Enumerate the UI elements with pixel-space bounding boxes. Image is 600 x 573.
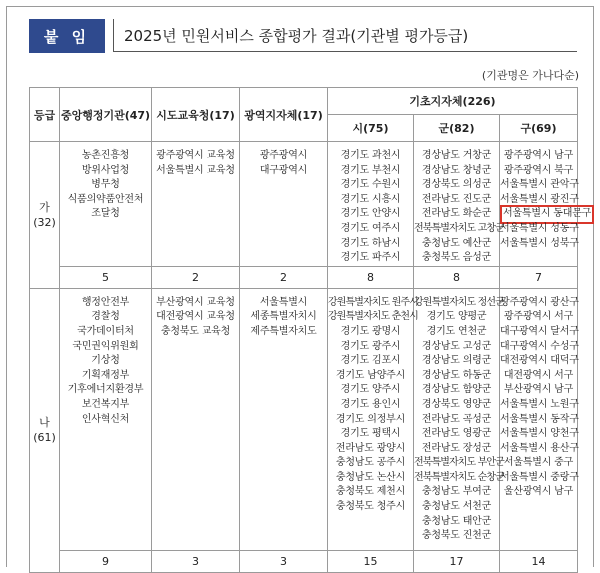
- count-cell: 8: [414, 266, 500, 288]
- count-row-na: [30, 550, 578, 572]
- list-item: 보건복지부: [81, 398, 130, 410]
- list-item: 경기도 의정부시: [335, 413, 406, 425]
- edu-list: [152, 142, 240, 267]
- list-item: 기획재정부: [81, 369, 130, 381]
- header-basic: 기초지자체(226): [328, 88, 578, 115]
- count-cell: 15: [328, 550, 414, 572]
- list-item: 서울특별시 관악구: [500, 179, 579, 191]
- gu-list: [500, 142, 592, 267]
- list-item: 충청북도 음성군: [421, 252, 492, 264]
- grade-cell: [30, 142, 60, 289]
- list-item: 경상남도 고성군: [421, 340, 492, 352]
- list-item: 대전광역시 대덕구: [500, 355, 579, 367]
- list-item: 전북특별자치도 고창군: [414, 222, 504, 234]
- list-item: 충청남도 예산군: [421, 237, 492, 249]
- header-central: 중앙행정기관(47): [60, 88, 152, 142]
- list-item: 전라남도 진도군: [421, 193, 492, 205]
- list-item: 서울특별시 노원구: [500, 398, 579, 410]
- list-item: 전라남도 광양시: [335, 442, 406, 454]
- list-item: 대구광역시: [259, 164, 308, 176]
- list-item: 서울특별시 중랑구: [500, 471, 579, 483]
- list-item: 경기도 용인시: [340, 398, 401, 410]
- list-item: 식품의약품안전처: [67, 193, 144, 205]
- list-item: 경상남도 창녕군: [421, 164, 492, 176]
- count-cell: 2: [240, 266, 328, 288]
- list-item: 충청남도 공주시: [335, 457, 406, 469]
- list-item: 경기도 광주시: [340, 340, 401, 352]
- list-item: 경기도 광명시: [340, 325, 401, 337]
- count-cell: 2: [152, 266, 240, 288]
- list-item: 경기도 과천시: [340, 150, 401, 161]
- list-item: 서울특별시 동작구: [500, 413, 579, 425]
- list-item: 광주광역시 서구: [503, 311, 574, 323]
- list-item: 경기도 연천군: [426, 325, 487, 337]
- list-item: 기후에너지환경부: [67, 384, 144, 396]
- list-item: 울산광역시 남구: [503, 486, 574, 498]
- list-item: 서울특별시 용산구: [500, 442, 579, 454]
- list-item: 경기도 양주시: [340, 384, 401, 396]
- list-item: 경기도 평택시: [340, 428, 401, 440]
- header-edu: 시도교육청(17): [152, 88, 240, 142]
- grade-label: 가: [39, 200, 50, 214]
- count-cell: 8: [328, 266, 414, 288]
- list-item: 경기도 하남시: [340, 237, 401, 249]
- list-item: 기상청: [91, 355, 120, 367]
- list-item: 전북특별자치도 부안군: [414, 457, 504, 469]
- edu-list: [152, 288, 240, 550]
- document-page: [6, 6, 594, 567]
- list-item: 인사혁신처: [81, 413, 130, 425]
- grade-row-ga: [30, 142, 578, 267]
- list-item: 부산광역시 남구: [503, 384, 574, 396]
- grade-count: (61): [33, 431, 56, 445]
- list-item: 경기도 양평군: [426, 311, 487, 323]
- list-item: 광주광역시 교육청: [156, 150, 235, 161]
- list-item: 충청남도 논산시: [335, 471, 406, 483]
- header-si: 시(75): [328, 115, 414, 142]
- list-item: 서울특별시 성동구: [500, 222, 579, 234]
- list-item: 세종특별자치시: [250, 311, 317, 323]
- list-item: 조달청: [91, 208, 120, 220]
- header-metro: 광역지자체(17): [240, 88, 328, 142]
- list-item: 강원특별자치도 정선군: [414, 296, 504, 308]
- count-cell: 17: [414, 550, 500, 572]
- metro-list: [240, 288, 328, 550]
- count-row-ga: [30, 266, 578, 288]
- grade-table: [29, 87, 592, 573]
- list-item: 충청남도 부여군: [421, 486, 492, 498]
- highlighted-item: 서울특별시 동대문구: [500, 205, 594, 224]
- list-item: 경기도 수원시: [340, 179, 401, 191]
- list-item: 국가데이터처: [77, 325, 134, 337]
- list-item: 경찰청: [91, 311, 120, 323]
- list-item: 경상남도 거창군: [421, 150, 492, 161]
- gun-list: [414, 288, 504, 550]
- si-list: [328, 288, 418, 550]
- list-item: 전북특별자치도 순창군: [414, 471, 504, 483]
- list-item: 강원특별자치도 원주시: [328, 296, 418, 308]
- list-item: 충청북도 제천시: [335, 486, 406, 498]
- header-grade: 등급: [30, 88, 60, 142]
- list-item: 경기도 파주시: [340, 252, 401, 264]
- list-item: 병무청: [91, 179, 120, 191]
- grade-count: (32): [33, 215, 56, 229]
- list-item: 전라남도 곡성군: [421, 413, 492, 425]
- highlighted-item-wrap: [500, 207, 592, 222]
- list-item: 행정안전부: [81, 296, 130, 308]
- list-item: 경기도 시흥시: [340, 193, 401, 205]
- count-cell: 14: [500, 550, 578, 572]
- grade-cell: [30, 288, 60, 572]
- header-gun: 군(82): [414, 115, 500, 142]
- attachment-badge: 붙 임: [29, 19, 105, 53]
- count-cell: 3: [152, 550, 240, 572]
- sort-note: (기관명은 가나다순): [481, 69, 579, 82]
- list-item: 충청남도 서천군: [421, 501, 492, 513]
- count-cell: 3: [240, 550, 328, 572]
- list-item: 경상남도 함양군: [421, 384, 492, 396]
- list-item: 서울특별시 성북구: [500, 237, 579, 249]
- grade-row-na: [30, 288, 578, 550]
- list-item: 경상북도 영양군: [421, 398, 492, 410]
- metro-list: [240, 142, 328, 267]
- list-item: 경상남도 의령군: [421, 355, 492, 367]
- list-item: 전라남도 영광군: [421, 428, 492, 440]
- list-item: 경상북도 의성군: [421, 179, 492, 191]
- central-list: [60, 288, 152, 550]
- list-item: 광주광역시 남구: [503, 150, 574, 161]
- list-item: 광주광역시 광산구: [500, 296, 579, 308]
- count-cell: 7: [500, 266, 578, 288]
- list-item: 서울특별시 교육청: [156, 164, 235, 176]
- list-item: 경기도 김포시: [340, 355, 401, 367]
- list-item: 전라남도 화순군: [421, 208, 492, 220]
- list-item: 경기도 부천시: [340, 164, 401, 176]
- header-row-1: [30, 88, 578, 115]
- list-item: 서울특별시 중구: [503, 457, 574, 469]
- list-item: 서울특별시: [259, 296, 308, 308]
- list-item: 대구광역시 수성구: [500, 340, 579, 352]
- list-item: 국민권익위원회: [72, 340, 139, 352]
- list-item: 경기도 안양시: [340, 208, 401, 220]
- si-list: [328, 142, 414, 267]
- list-item: 충청북도 진천군: [421, 530, 492, 542]
- list-item: 서울특별시 양천구: [500, 428, 579, 440]
- list-item: 부산광역시 교육청: [156, 296, 235, 308]
- list-item: 광주광역시: [259, 150, 308, 161]
- grade-label: 나: [39, 416, 50, 430]
- list-item: 농촌진흥청: [81, 150, 130, 161]
- header-gu: 구(69): [500, 115, 578, 142]
- list-item: 경기도 남양주시: [335, 369, 406, 381]
- gu-list: [500, 288, 578, 550]
- list-item: 충청북도 청주시: [335, 501, 406, 513]
- list-item: 대전광역시 서구: [503, 369, 574, 381]
- list-item: 전라남도 장성군: [421, 442, 492, 454]
- list-item: 방위사업청: [81, 164, 130, 176]
- list-item: 충청남도 태안군: [421, 515, 492, 527]
- count-cell: 5: [60, 266, 152, 288]
- list-item: 서울특별시 광진구: [500, 193, 579, 205]
- count-cell: 9: [60, 550, 152, 572]
- list-item: 대전광역시 교육청: [156, 311, 235, 323]
- list-item: 강원특별자치도 춘천시: [328, 311, 418, 323]
- list-item: 경기도 여주시: [340, 222, 401, 234]
- list-item: 광주광역시 북구: [503, 164, 574, 176]
- list-item: 제주특별자치도: [250, 325, 317, 337]
- list-item: 충청북도 교육청: [160, 325, 231, 337]
- document-title: 2025년 민원서비스 종합평가 결과(기관별 평가등급): [113, 19, 577, 52]
- list-item: 대구광역시 달서구: [500, 325, 579, 337]
- central-list: [60, 142, 152, 267]
- gun-list: [414, 142, 504, 267]
- list-item: 경상남도 하동군: [421, 369, 492, 381]
